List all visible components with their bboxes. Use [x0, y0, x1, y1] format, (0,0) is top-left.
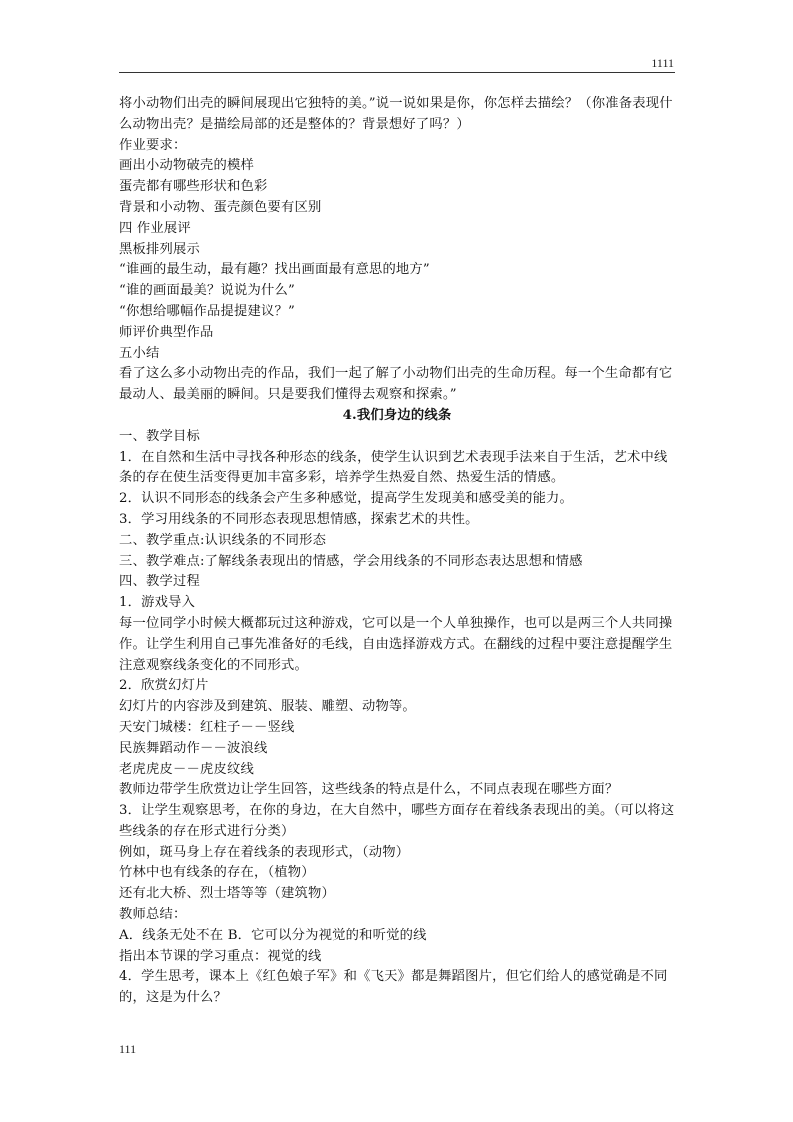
paragraph: 2．认识不同形态的线条会产生多种感觉，提高学生发现美和感受美的能力。 — [119, 491, 574, 507]
paragraph: 将小动物们出壳的瞬间展现出它独特的美。”说一说如果是你，你怎样去描绘？（你准备表现什么动物出壳？是描绘局部的还是整体的？背景想好了吗？） — [119, 96, 673, 132]
paragraph: 3．让学生观察思考，在你的身边，在大自然中，哪些方面存在着线条表现出的美。（可以将这些线条的存在形式进行分类） — [119, 803, 675, 839]
paragraph: 竹林中也有线条的存在，（植物） — [119, 865, 315, 881]
subsection-heading: 1．游戏导入 — [119, 595, 196, 611]
section-heading: 一、教学目标 — [119, 428, 200, 444]
subsection-heading: 2．欣赏幻灯片 — [119, 678, 209, 694]
paragraph: 天安门城楼：红柱子－－竖线 — [119, 719, 295, 735]
paragraph: 黑板排列展示 — [119, 241, 200, 257]
quote-line: “你想给哪幅作品提提建议？” — [119, 303, 295, 319]
document-body — [119, 94, 675, 1009]
paragraph: 1．在自然和生活中寻找各种形态的线条，使学生认识到艺术表现手法来自于生活，艺术中线条的存在使生活变得更加丰富多彩，培养学生热爱自然、热爱生活的情感。 — [119, 449, 668, 486]
paragraph: 例如，斑马身上存在着线条的表现形式，（动物） — [119, 844, 410, 860]
section-heading: 五小结 — [119, 345, 160, 361]
section-heading: 四、教学过程 — [119, 574, 200, 590]
lesson-title: 4.我们身边的线条 — [342, 407, 452, 423]
quote-line: “谁画的最生动，最有趣？找出画面最有意思的地方” — [119, 262, 430, 278]
section-heading: 三、教学难点:了解线条表现出的情感，学会用线条的不同形态表达思想和情感 — [119, 553, 583, 569]
paragraph: 4．学生思考，课本上《红色娘子军》和《飞天》都是舞蹈图片，但它们给人的感觉确是不同的，这是为什么？ — [119, 969, 668, 1006]
quote-line: “谁的画面最美？说说为什么” — [119, 283, 295, 299]
paragraph: 师评价典型作品 — [119, 324, 214, 340]
section-heading: 四 作业展评 — [119, 220, 191, 236]
paragraph: 看了这么多小动物出壳的作品，我们一起了解了小动物们出壳的生命历程。每一个生命都有它最动人、最美丽的瞬间。只是要我们懂得去观察和探索。” — [119, 366, 673, 403]
paragraph: 民族舞蹈动作－－波浪线 — [119, 740, 268, 756]
paragraph: 还有北大桥、烈士塔等等（建筑物） — [119, 886, 335, 902]
paragraph: 教师边带学生欣赏边让学生回答，这些线条的特点是什么，不同点表现在哪些方面？ — [119, 782, 619, 798]
paragraph: 每一位同学小时候大概都玩过这种游戏，它可以是一个人单独操作，也可以是两三个人共同操作。让学生利用自己事先准备好的毛线，自由选择游戏方式。在翻线的过程中要注意提醒学生注意观察线条变化的不同形式。 — [119, 615, 673, 673]
paragraph: 画出小动物破壳的模样 — [119, 158, 254, 174]
paragraph: 蛋壳都有哪些形状和色彩 — [119, 179, 268, 195]
assignment-heading: 作业要求： — [119, 137, 187, 153]
paragraph: 老虎虎皮－－虎皮纹线 — [119, 761, 254, 777]
paragraph: 幻灯片的内容涉及到建筑、服装、雕塑、动物等。 — [119, 699, 416, 715]
paragraph: A．线条无处不在 B．它可以分为视觉的和听觉的线 — [119, 927, 427, 943]
header-page-number: 1111 — [651, 56, 674, 70]
paragraph: 指出本节课的学习重点：视觉的线 — [119, 948, 322, 964]
footer-page-number: 111 — [119, 1042, 137, 1056]
paragraph: 3．学习用线条的不同形态表现思想情感，探索艺术的共性。 — [119, 511, 479, 527]
paragraph: 背景和小动物、蛋壳颜色要有区别 — [119, 199, 322, 215]
section-heading: 二、教学重点:认识线条的不同形态 — [119, 532, 327, 548]
header-rule — [119, 72, 675, 73]
paragraph: 教师总结： — [119, 907, 187, 923]
